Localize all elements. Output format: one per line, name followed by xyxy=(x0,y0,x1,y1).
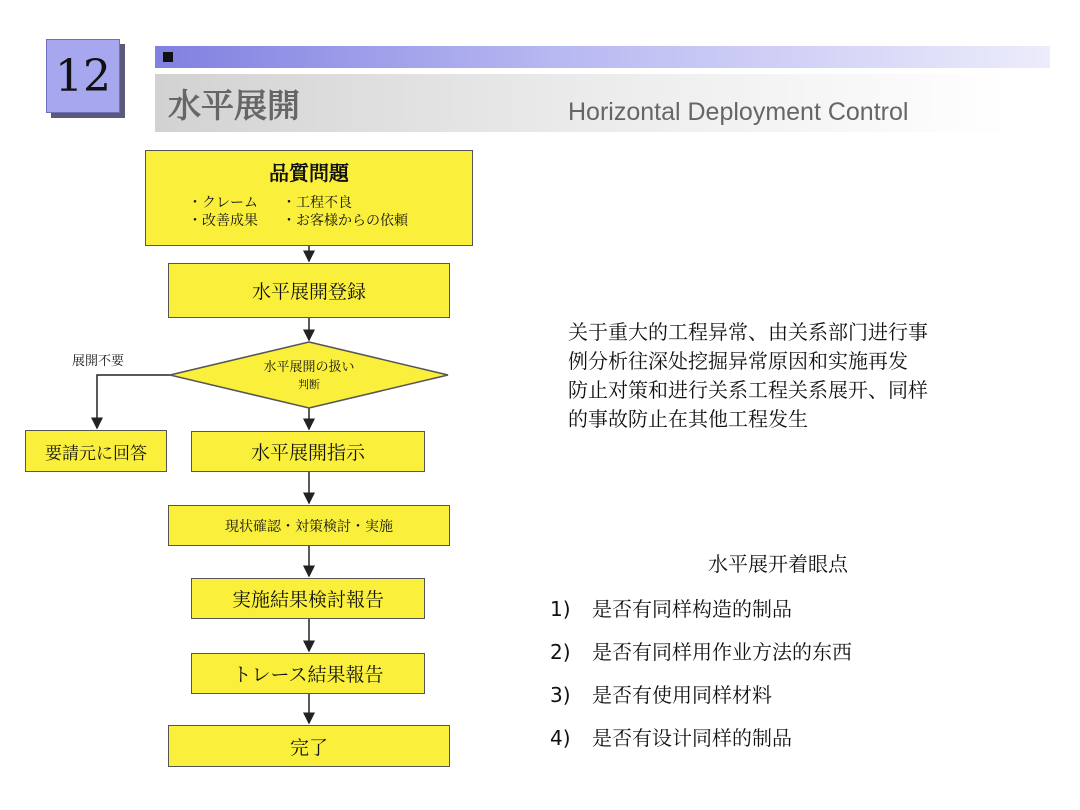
explanation-line: 关于重大的工程异常、由关系部门进行事 xyxy=(568,320,928,344)
focus-point-number: 2) xyxy=(550,640,571,664)
reply-box: 要請元に回答 xyxy=(25,430,167,472)
trace-box: トレース結果報告 xyxy=(191,653,425,694)
focus-point-item xyxy=(550,722,792,751)
slide-subtitle: Horizontal Deployment Control xyxy=(568,98,909,126)
focus-point-text: 是否有同样构造的制品 xyxy=(592,597,792,621)
decision-text xyxy=(230,359,388,393)
quality-issue-item: ・改善成果 xyxy=(188,213,258,229)
focus-point-number: 4) xyxy=(550,726,571,750)
instruction-box: 水平展開指示 xyxy=(191,431,425,472)
done-box: 完了 xyxy=(168,725,450,767)
explanation-text xyxy=(568,318,1008,434)
focus-point-item xyxy=(550,636,852,665)
explanation-line: 例分析往深处挖掘异常原因和实施再发 xyxy=(568,349,908,373)
quality-issue-title: 品質問題 xyxy=(269,161,349,185)
arrow-decision-to-reply xyxy=(97,375,170,428)
focus-point-text: 是否有使用同样材料 xyxy=(592,683,772,707)
explanation-line: 的事故防止在其他工程发生 xyxy=(568,407,808,431)
decision-line2: 判断 xyxy=(298,378,320,391)
quality-issue-item: ・工程不良 xyxy=(282,195,352,211)
quality-issue-item: ・クレーム xyxy=(188,195,258,211)
slide-number: 12 xyxy=(46,39,120,113)
not-needed-label: 展開不要 xyxy=(72,354,125,369)
decision-line1: 水平展開の扱い xyxy=(263,360,355,375)
quality-issue-box xyxy=(145,150,473,246)
explanation-line: 防止对策和进行关系工程关系展开、同样 xyxy=(568,378,928,402)
focus-points-title: 水平展开着眼点 xyxy=(708,552,848,576)
slide-title: 水平展開 xyxy=(168,86,300,125)
confirm-box: 現状確認・対策検討・実施 xyxy=(168,505,450,546)
focus-point-item xyxy=(550,679,772,708)
quality-issue-item: ・お客様からの依頼 xyxy=(282,213,408,229)
focus-point-number: 3) xyxy=(550,683,571,707)
report-box: 実施結果検討報告 xyxy=(191,578,425,619)
focus-point-number: 1) xyxy=(550,597,571,621)
focus-point-text: 是否有同样用作业方法的东西 xyxy=(592,640,852,664)
focus-point-item xyxy=(550,593,792,622)
register-box: 水平展開登録 xyxy=(168,263,450,318)
focus-point-text: 是否有设计同样的制品 xyxy=(592,726,792,750)
